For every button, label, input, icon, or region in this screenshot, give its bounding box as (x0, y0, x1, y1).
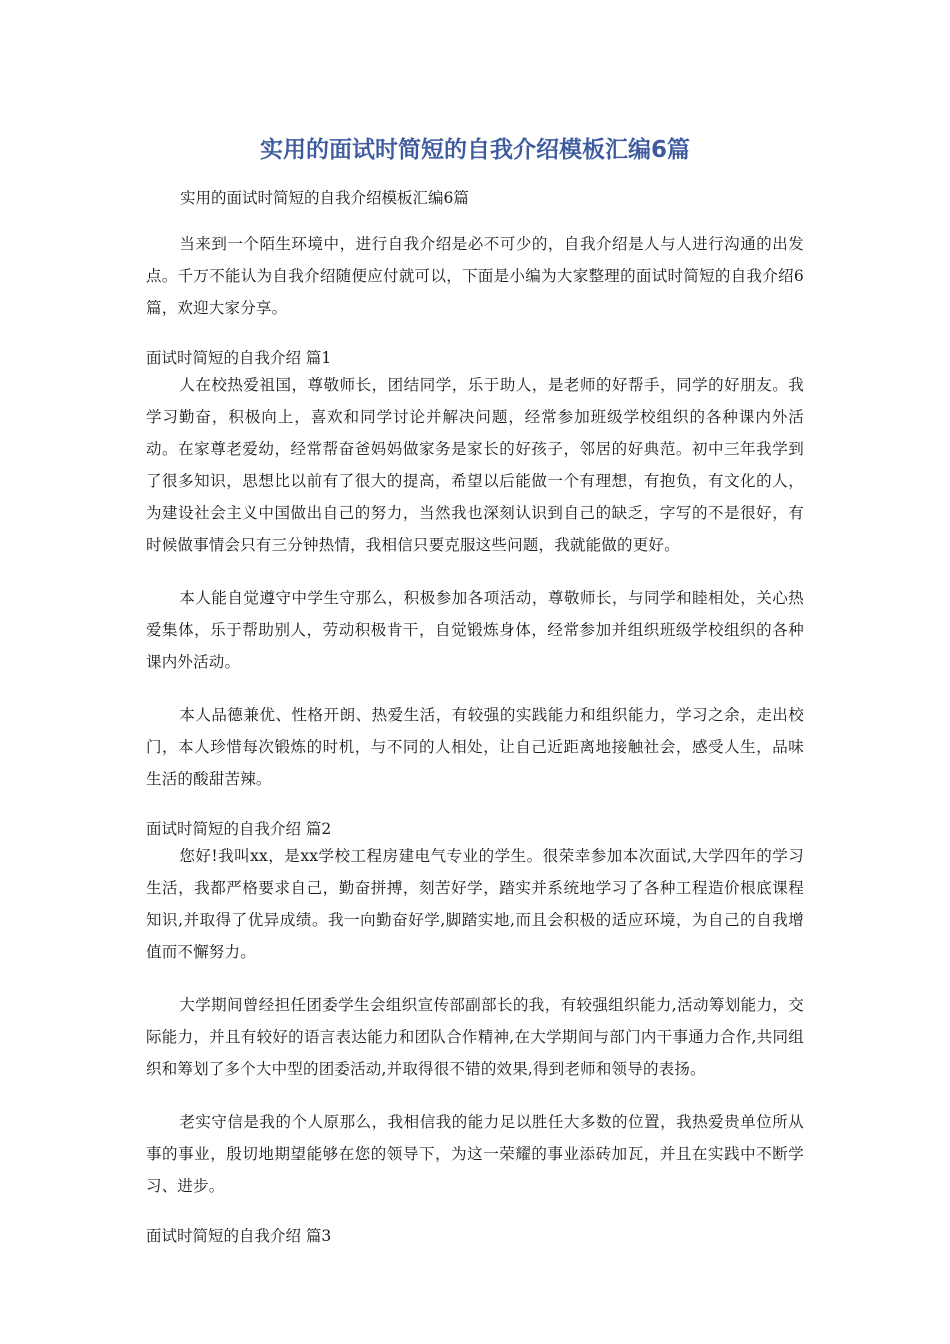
section-1-paragraph-3: 本人品德兼优、性格开朗、热爱生活，有较强的实践能力和组织能力，学习之余，走出校门，本人珍惜每次锻炼的时机，与不同的人相处，让自己近距离地接触社会，感受人生，品味生活的酸甜苦辣。 (146, 706, 804, 788)
section-1-paragraph-1: 人在校热爱祖国，尊敬师长，团结同学，乐于助人，是老师的好帮手，同学的好朋友。我学习勤奋，积极向上，喜欢和同学讨论并解决问题，经常参加班级学校组织的各种课内外活动。在家尊老爱幼，经常帮奋爸妈妈做家务是家长的好孩子，邻居的好典范。初中三年我学到了很多知识，思想比以前有了很大的提高，希望以后能做一个有理想，有抱负，有文化的人，为建设社会主义中国做出自己的努力，当然我也深刻认识到自己的缺乏，字写的不是很好，有时候做事情会只有三分钟热情，我相信只要克服这些问题，我就能做的更好。 (146, 376, 804, 554)
section-heading-3: 面试时简短的自我介绍 篇3 (146, 1227, 332, 1245)
section-heading-1: 面试时简短的自我介绍 篇1 (146, 349, 332, 367)
section-heading-2: 面试时简短的自我介绍 篇2 (146, 820, 332, 838)
document-subtitle: 实用的面试时简短的自我介绍模板汇编6篇 (180, 189, 469, 207)
intro-paragraph: 当来到一个陌生环境中，进行自我介绍是必不可少的，自我介绍是人与人进行沟通的出发点。千万不能认为自我介绍随便应付就可以，下面是小编为大家整理的面试时简短的自我介绍6篇，欢迎大家分享。 (146, 235, 804, 317)
document-title: 实用的面试时简短的自我介绍模板汇编6篇 (259, 137, 690, 163)
section-1-paragraph-2: 本人能自觉遵守中学生守那么，积极参加各项活动，尊敬师长，与同学和睦相处，关心热爱集体，乐于帮助别人，劳动积极肯干，自觉锻炼身体，经常参加并组织班级学校组织的各种课内外活动。 (146, 589, 804, 671)
section-2-paragraph-2: 大学期间曾经担任团委学生会组织宣传部副部长的我，有较强组织能力,活动筹划能力，交际能力，并且有较好的语言表达能力和团队合作精神,在大学期间与部门内干事通力合作,共同组织和筹划了多个大中型的团委活动,并取得很不错的效果,得到老师和领导的表扬。 (146, 996, 804, 1078)
section-2-paragraph-1: 您好!我叫xx，是xx学校工程房建电气专业的学生。很荣幸参加本次面试,大学四年的学习生活，我都严格要求自己，勤奋拼搏，刻苦好学，踏实并系统地学习了各种工程造价根底课程知识,并取得了优异成绩。我一向勤奋好学,脚踏实地,而且会积极的适应环境，为自己的自我增值而不懈努力。 (146, 847, 804, 961)
section-2-paragraph-3: 老实守信是我的个人原那么，我相信我的能力足以胜任大多数的位置，我热爱贵单位所从事的事业，殷切地期望能够在您的领导下，为这一荣耀的事业添砖加瓦，并且在实践中不断学习、进步。 (146, 1113, 804, 1195)
document-body (146, 228, 804, 1249)
